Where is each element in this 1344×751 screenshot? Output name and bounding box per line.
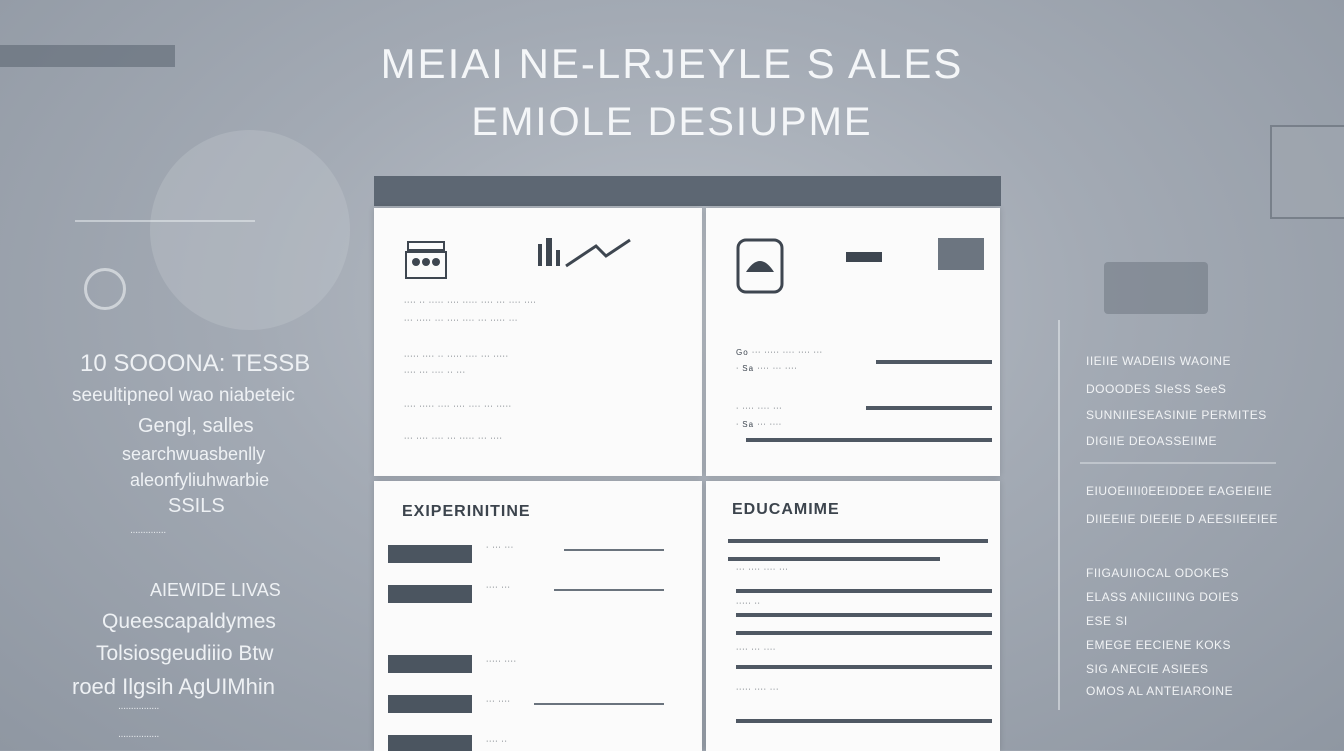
panel-text-line: ᐧ Sa ᐧᐧᐧ ᐧᐧᐧᐧ <box>736 420 782 429</box>
left-text-line: ᐧᐧᐧᐧᐧᐧᐧᐧᐧᐧᐧᐧᐧᐧ <box>130 528 166 539</box>
experience-row: ᐧᐧᐧᐧᐧ ᐧᐧᐧᐧ <box>486 657 517 666</box>
panel-text-line: ᐧᐧᐧᐧ ᐧᐧᐧᐧᐧ ᐧᐧᐧᐧ ᐧᐧᐧᐧ ᐧᐧᐧᐧ ᐧᐧᐧ ᐧᐧᐧᐧᐧ <box>404 402 512 411</box>
right-text-line: EIUOEIIII0EEIDDEE EAGEIEIIE <box>1086 484 1273 498</box>
education-line: ᐧᐧᐧ ᐧᐧᐧᐧ ᐧᐧᐧᐧ ᐧᐧᐧ <box>736 565 789 574</box>
right-text-line: OMOS AL ANTEIAROINE <box>1086 684 1234 698</box>
right-text-line: DIIEEIIE DIEEIE D AEESIIEEIEE <box>1086 512 1278 526</box>
right-text-line: ELASS ANIICIIING DOIES <box>1086 590 1240 604</box>
section-heading-education: EDUCAMIME <box>732 501 840 518</box>
panel-top-right <box>706 208 1000 476</box>
experience-row: ᐧᐧᐧᐧ ᐧᐧᐧ <box>486 583 511 592</box>
experience-block <box>388 735 472 751</box>
panel-text-line: ᐧ ᐧᐧᐧᐧ ᐧᐧᐧᐧ ᐧᐧᐧ <box>736 404 783 413</box>
education-line: ᐧᐧᐧᐧᐧ ᐧᐧᐧᐧ ᐧᐧᐧ <box>736 685 780 694</box>
panel-experience <box>374 481 702 751</box>
left-text-line: ᐧᐧᐧᐧᐧᐧᐧᐧᐧᐧᐧᐧᐧᐧᐧᐧ <box>118 732 159 743</box>
bg-circle-left <box>150 130 350 330</box>
right-text-line: DIGIIE DEOASSEIIME <box>1086 434 1218 448</box>
panel-top-left <box>374 208 702 476</box>
left-text-line: aleonfyliuhwarbie <box>130 470 270 490</box>
rule <box>554 589 664 591</box>
bg-line-left <box>75 220 255 222</box>
left-text-line: AIEWIDE LIVAS <box>150 580 281 600</box>
team-icon <box>402 238 450 282</box>
panel-text-line: ᐧᐧᐧ ᐧᐧᐧᐧᐧ ᐧᐧᐧ ᐧᐧᐧᐧ ᐧᐧᐧᐧ ᐧᐧᐧ ᐧᐧᐧᐧᐧ ᐧᐧᐧ <box>404 316 518 325</box>
panel-text-line: ᐧᐧᐧᐧ ᐧᐧᐧ ᐧᐧᐧᐧ ᐧᐧ ᐧᐧᐧ <box>404 368 466 377</box>
left-text-line: seeultipneol wao niabeteic <box>72 385 295 406</box>
right-text-line: EMEGE EECIENE KOKS <box>1086 638 1232 652</box>
rule <box>736 719 992 723</box>
right-text-line: FIIGAUIIOCAL ODOKES <box>1086 566 1230 580</box>
rule <box>736 631 992 635</box>
left-text-line: Tolsiosgeudiiio Btw <box>96 642 274 665</box>
left-text-line: 10 SOOONA: TESSB <box>80 350 311 377</box>
panel-text-line: ᐧ Sa ᐧᐧᐧᐧ ᐧᐧᐧ ᐧᐧᐧᐧ <box>736 364 798 373</box>
right-text-line: SUNNIIESEASINIE PERMITES <box>1086 408 1267 422</box>
bg-rect-right-mid <box>1104 262 1208 314</box>
bg-circle-icon <box>84 268 126 310</box>
rule <box>728 557 940 561</box>
briefcase-icon <box>734 232 786 296</box>
rule <box>736 665 992 669</box>
section-heading-experience: EXIPERINITINE <box>402 503 531 520</box>
rule <box>736 589 992 593</box>
document-header-bar <box>374 176 1001 206</box>
experience-block <box>388 655 472 673</box>
rule <box>736 613 992 617</box>
panel-text-line: Go ᐧᐧᐧ ᐧᐧᐧᐧᐧ ᐧᐧᐧᐧ ᐧᐧᐧᐧ ᐧᐧᐧ <box>736 348 823 357</box>
experience-row: ᐧᐧᐧᐧ ᐧᐧ <box>486 737 508 746</box>
left-text-line: Gengl, salles <box>138 415 254 437</box>
bg-divider-right-2 <box>1058 320 1060 710</box>
panel-text-line: ᐧᐧᐧᐧᐧ ᐧᐧᐧᐧ ᐧᐧ ᐧᐧᐧᐧᐧ ᐧᐧᐧᐧ ᐧᐧᐧ ᐧᐧᐧᐧᐧ <box>404 352 509 361</box>
right-text-line: ESE SI <box>1086 614 1128 628</box>
left-text-line: Queescapaldymes <box>102 610 276 633</box>
panel-education <box>706 481 1000 751</box>
rule <box>746 438 992 442</box>
bg-divider-right-1 <box>1080 462 1276 464</box>
right-text-line: DOOODES SIeSS SeeS <box>1086 382 1227 396</box>
left-text-line: SSILS <box>168 495 225 517</box>
rule <box>534 703 664 705</box>
rule <box>728 539 988 543</box>
bar-chart-icon <box>536 236 632 270</box>
education-line: ᐧᐧᐧᐧᐧ ᐧᐧ <box>736 599 761 608</box>
experience-block <box>388 585 472 603</box>
left-text-line: ᐧᐧᐧᐧᐧᐧᐧᐧᐧᐧᐧᐧᐧᐧᐧᐧ <box>118 704 159 715</box>
education-line: ᐧᐧᐧᐧ ᐧᐧᐧ ᐧᐧᐧᐧ <box>736 645 776 654</box>
right-text-line: IIEIIE WADEIIS WAOINE <box>1086 354 1231 368</box>
rule <box>876 360 992 364</box>
monitor-icon <box>938 238 984 270</box>
rule <box>564 549 664 551</box>
experience-block <box>388 545 472 563</box>
chart-mini-icon <box>846 252 882 262</box>
experience-row: ᐧᐧᐧ ᐧᐧᐧᐧ <box>486 697 511 706</box>
rule <box>866 406 992 410</box>
page-title-line1: MEIAI NE-LRJEYLE S ALES <box>380 40 964 87</box>
experience-block <box>388 695 472 713</box>
panel-text-line: ᐧᐧᐧᐧ ᐧᐧ ᐧᐧᐧᐧᐧ ᐧᐧᐧᐧ ᐧᐧᐧᐧᐧ ᐧᐧᐧᐧ ᐧᐧᐧ ᐧᐧᐧᐧ ᐧᐧᐧᐧ <box>404 298 537 307</box>
panel-text-line: ᐧᐧᐧ ᐧᐧᐧᐧ ᐧᐧᐧᐧ ᐧᐧᐧ ᐧᐧᐧᐧᐧ ᐧᐧᐧ ᐧᐧᐧᐧ <box>404 434 503 443</box>
left-text-line: searchwuasbenlly <box>122 444 266 464</box>
experience-row: ᐧ ᐧᐧᐧ ᐧᐧᐧ <box>486 543 514 552</box>
page-title-line2: EMIOLE DESIUPME <box>471 100 873 144</box>
left-text-line: roed Ilgsih AgUIMhin <box>72 674 275 699</box>
right-text-line: SIG ANECIE ASIEES <box>1086 662 1209 676</box>
